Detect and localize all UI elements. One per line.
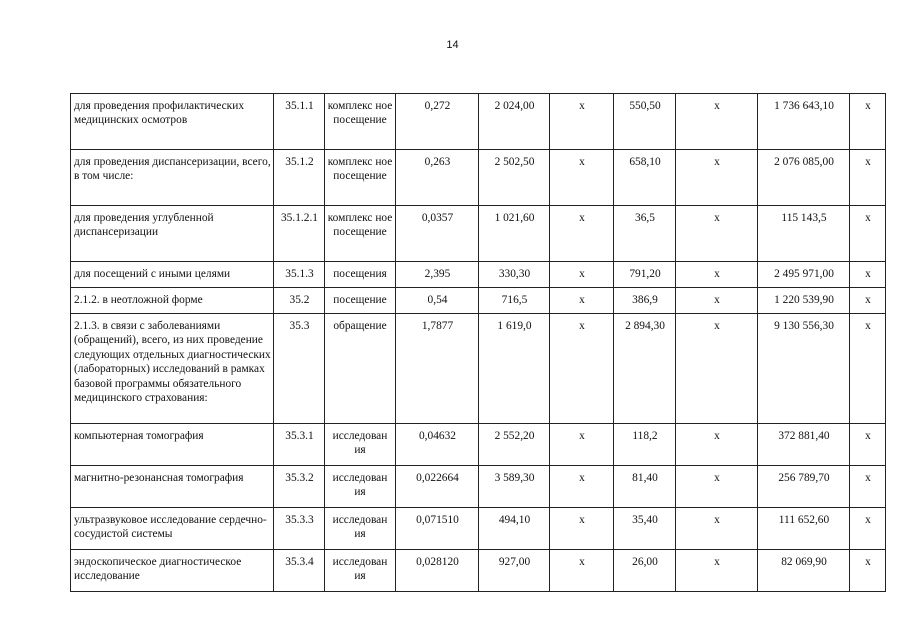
- cell-row-code: 35.3: [274, 314, 325, 424]
- cell-unit-cost: 2 024,00: [479, 94, 550, 150]
- cell-x-marker: х: [550, 288, 614, 314]
- cell-x-marker: х: [550, 314, 614, 424]
- cell-x-marker: х: [850, 424, 886, 466]
- cell-row-code: 35.1.2.1: [274, 206, 325, 262]
- cell-indicator-name: эндоскопическое диагностическое исследование: [71, 550, 274, 592]
- cell-x-marker: х: [550, 206, 614, 262]
- cell-unit: исследован ия: [325, 424, 396, 466]
- table-row: [71, 94, 886, 150]
- cell-indicator-name: ультразвуковое исследование сердечно-сосудистой системы: [71, 508, 274, 550]
- cell-unit: исследован ия: [325, 466, 396, 508]
- cell-row-code: 35.2: [274, 288, 325, 314]
- cell-x-marker: х: [550, 550, 614, 592]
- cell-x-marker: х: [550, 424, 614, 466]
- cell-x-marker: х: [850, 150, 886, 206]
- cell-indicator-name: 2.1.3. в связи с заболеваниями (обращений), всего, из них проведение следующих отдельных диагностических (лабораторных) исследований в рамках базовой программы обязательного медицинского страхования:: [71, 314, 274, 424]
- table-row: [71, 150, 886, 206]
- cell-x-marker: х: [550, 508, 614, 550]
- cell-total: 1 220 539,90: [758, 288, 850, 314]
- cell-x-marker: х: [850, 206, 886, 262]
- cell-row-code: 35.3.2: [274, 466, 325, 508]
- cell-per-capita: 118,2: [614, 424, 676, 466]
- cell-per-capita: 658,10: [614, 150, 676, 206]
- cell-x-marker: х: [550, 150, 614, 206]
- table-row: [71, 424, 886, 466]
- cell-x-marker: х: [850, 314, 886, 424]
- table-body: [71, 94, 886, 592]
- cell-unit: посещение: [325, 288, 396, 314]
- cell-unit: комплекс ное посещение: [325, 150, 396, 206]
- cell-norm: 0,028120: [396, 550, 479, 592]
- cell-unit: исследован ия: [325, 508, 396, 550]
- cell-norm: 0,071510: [396, 508, 479, 550]
- page-number: 14: [446, 39, 459, 51]
- cell-row-code: 35.3.1: [274, 424, 325, 466]
- cell-unit-cost: 716,5: [479, 288, 550, 314]
- cell-unit: посещения: [325, 262, 396, 288]
- table-row: [71, 466, 886, 508]
- cell-x-marker: х: [676, 94, 758, 150]
- cell-indicator-name: компьютерная томография: [71, 424, 274, 466]
- cell-total: 372 881,40: [758, 424, 850, 466]
- table-row: [71, 508, 886, 550]
- cell-unit-cost: 494,10: [479, 508, 550, 550]
- cell-x-marker: х: [676, 262, 758, 288]
- cell-total: 2 076 085,00: [758, 150, 850, 206]
- table-row: [71, 262, 886, 288]
- cell-per-capita: 35,40: [614, 508, 676, 550]
- cell-x-marker: х: [676, 288, 758, 314]
- cell-x-marker: х: [676, 424, 758, 466]
- norms-table: [70, 93, 886, 592]
- cell-x-marker: х: [550, 94, 614, 150]
- cell-x-marker: х: [550, 262, 614, 288]
- cell-x-marker: х: [850, 466, 886, 508]
- cell-total: 82 069,90: [758, 550, 850, 592]
- cell-norm: 0,0357: [396, 206, 479, 262]
- table-row: [71, 206, 886, 262]
- cell-indicator-name: для проведения диспансеризации, всего, в том числе:: [71, 150, 274, 206]
- cell-row-code: 35.1.1: [274, 94, 325, 150]
- cell-total: 115 143,5: [758, 206, 850, 262]
- cell-per-capita: 81,40: [614, 466, 676, 508]
- cell-total: 256 789,70: [758, 466, 850, 508]
- cell-x-marker: х: [676, 508, 758, 550]
- cell-indicator-name: для проведения профилактических медицинских осмотров: [71, 94, 274, 150]
- cell-x-marker: х: [850, 94, 886, 150]
- cell-x-marker: х: [850, 262, 886, 288]
- cell-x-marker: х: [676, 206, 758, 262]
- cell-unit-cost: 927,00: [479, 550, 550, 592]
- cell-row-code: 35.3.4: [274, 550, 325, 592]
- cell-x-marker: х: [850, 550, 886, 592]
- cell-per-capita: 791,20: [614, 262, 676, 288]
- cell-indicator-name: для проведения углубленной диспансеризации: [71, 206, 274, 262]
- cell-unit-cost: 1 021,60: [479, 206, 550, 262]
- cell-total: 2 495 971,00: [758, 262, 850, 288]
- cell-unit-cost: 1 619,0: [479, 314, 550, 424]
- cell-total: 111 652,60: [758, 508, 850, 550]
- cell-row-code: 35.1.2: [274, 150, 325, 206]
- cell-x-marker: х: [676, 314, 758, 424]
- cell-total: 1 736 643,10: [758, 94, 850, 150]
- cell-norm: 0,272: [396, 94, 479, 150]
- cell-per-capita: 2 894,30: [614, 314, 676, 424]
- cell-row-code: 35.1.3: [274, 262, 325, 288]
- cell-unit: комплекс ное посещение: [325, 94, 396, 150]
- cell-total: 9 130 556,30: [758, 314, 850, 424]
- cell-unit: обращение: [325, 314, 396, 424]
- cell-indicator-name: для посещений с иными целями: [71, 262, 274, 288]
- cell-x-marker: х: [550, 466, 614, 508]
- cell-norm: 2,395: [396, 262, 479, 288]
- cell-per-capita: 36,5: [614, 206, 676, 262]
- cell-unit: исследован ия: [325, 550, 396, 592]
- cell-unit: комплекс ное посещение: [325, 206, 396, 262]
- cell-norm: 0,54: [396, 288, 479, 314]
- cell-x-marker: х: [850, 288, 886, 314]
- cell-unit-cost: 2 552,20: [479, 424, 550, 466]
- table-row: [71, 550, 886, 592]
- table-row: [71, 288, 886, 314]
- cell-indicator-name: магнитно-резонансная томография: [71, 466, 274, 508]
- cell-norm: 0,04632: [396, 424, 479, 466]
- cell-norm: 1,7877: [396, 314, 479, 424]
- cell-unit-cost: 330,30: [479, 262, 550, 288]
- cell-norm: 0,022664: [396, 466, 479, 508]
- cell-x-marker: х: [676, 150, 758, 206]
- cell-per-capita: 550,50: [614, 94, 676, 150]
- cell-row-code: 35.3.3: [274, 508, 325, 550]
- cell-x-marker: х: [676, 550, 758, 592]
- cell-per-capita: 386,9: [614, 288, 676, 314]
- cell-unit-cost: 2 502,50: [479, 150, 550, 206]
- table-row: [71, 314, 886, 424]
- cell-unit-cost: 3 589,30: [479, 466, 550, 508]
- cell-norm: 0,263: [396, 150, 479, 206]
- cell-x-marker: х: [850, 508, 886, 550]
- cell-indicator-name: 2.1.2. в неотложной форме: [71, 288, 274, 314]
- cell-x-marker: х: [676, 466, 758, 508]
- cell-per-capita: 26,00: [614, 550, 676, 592]
